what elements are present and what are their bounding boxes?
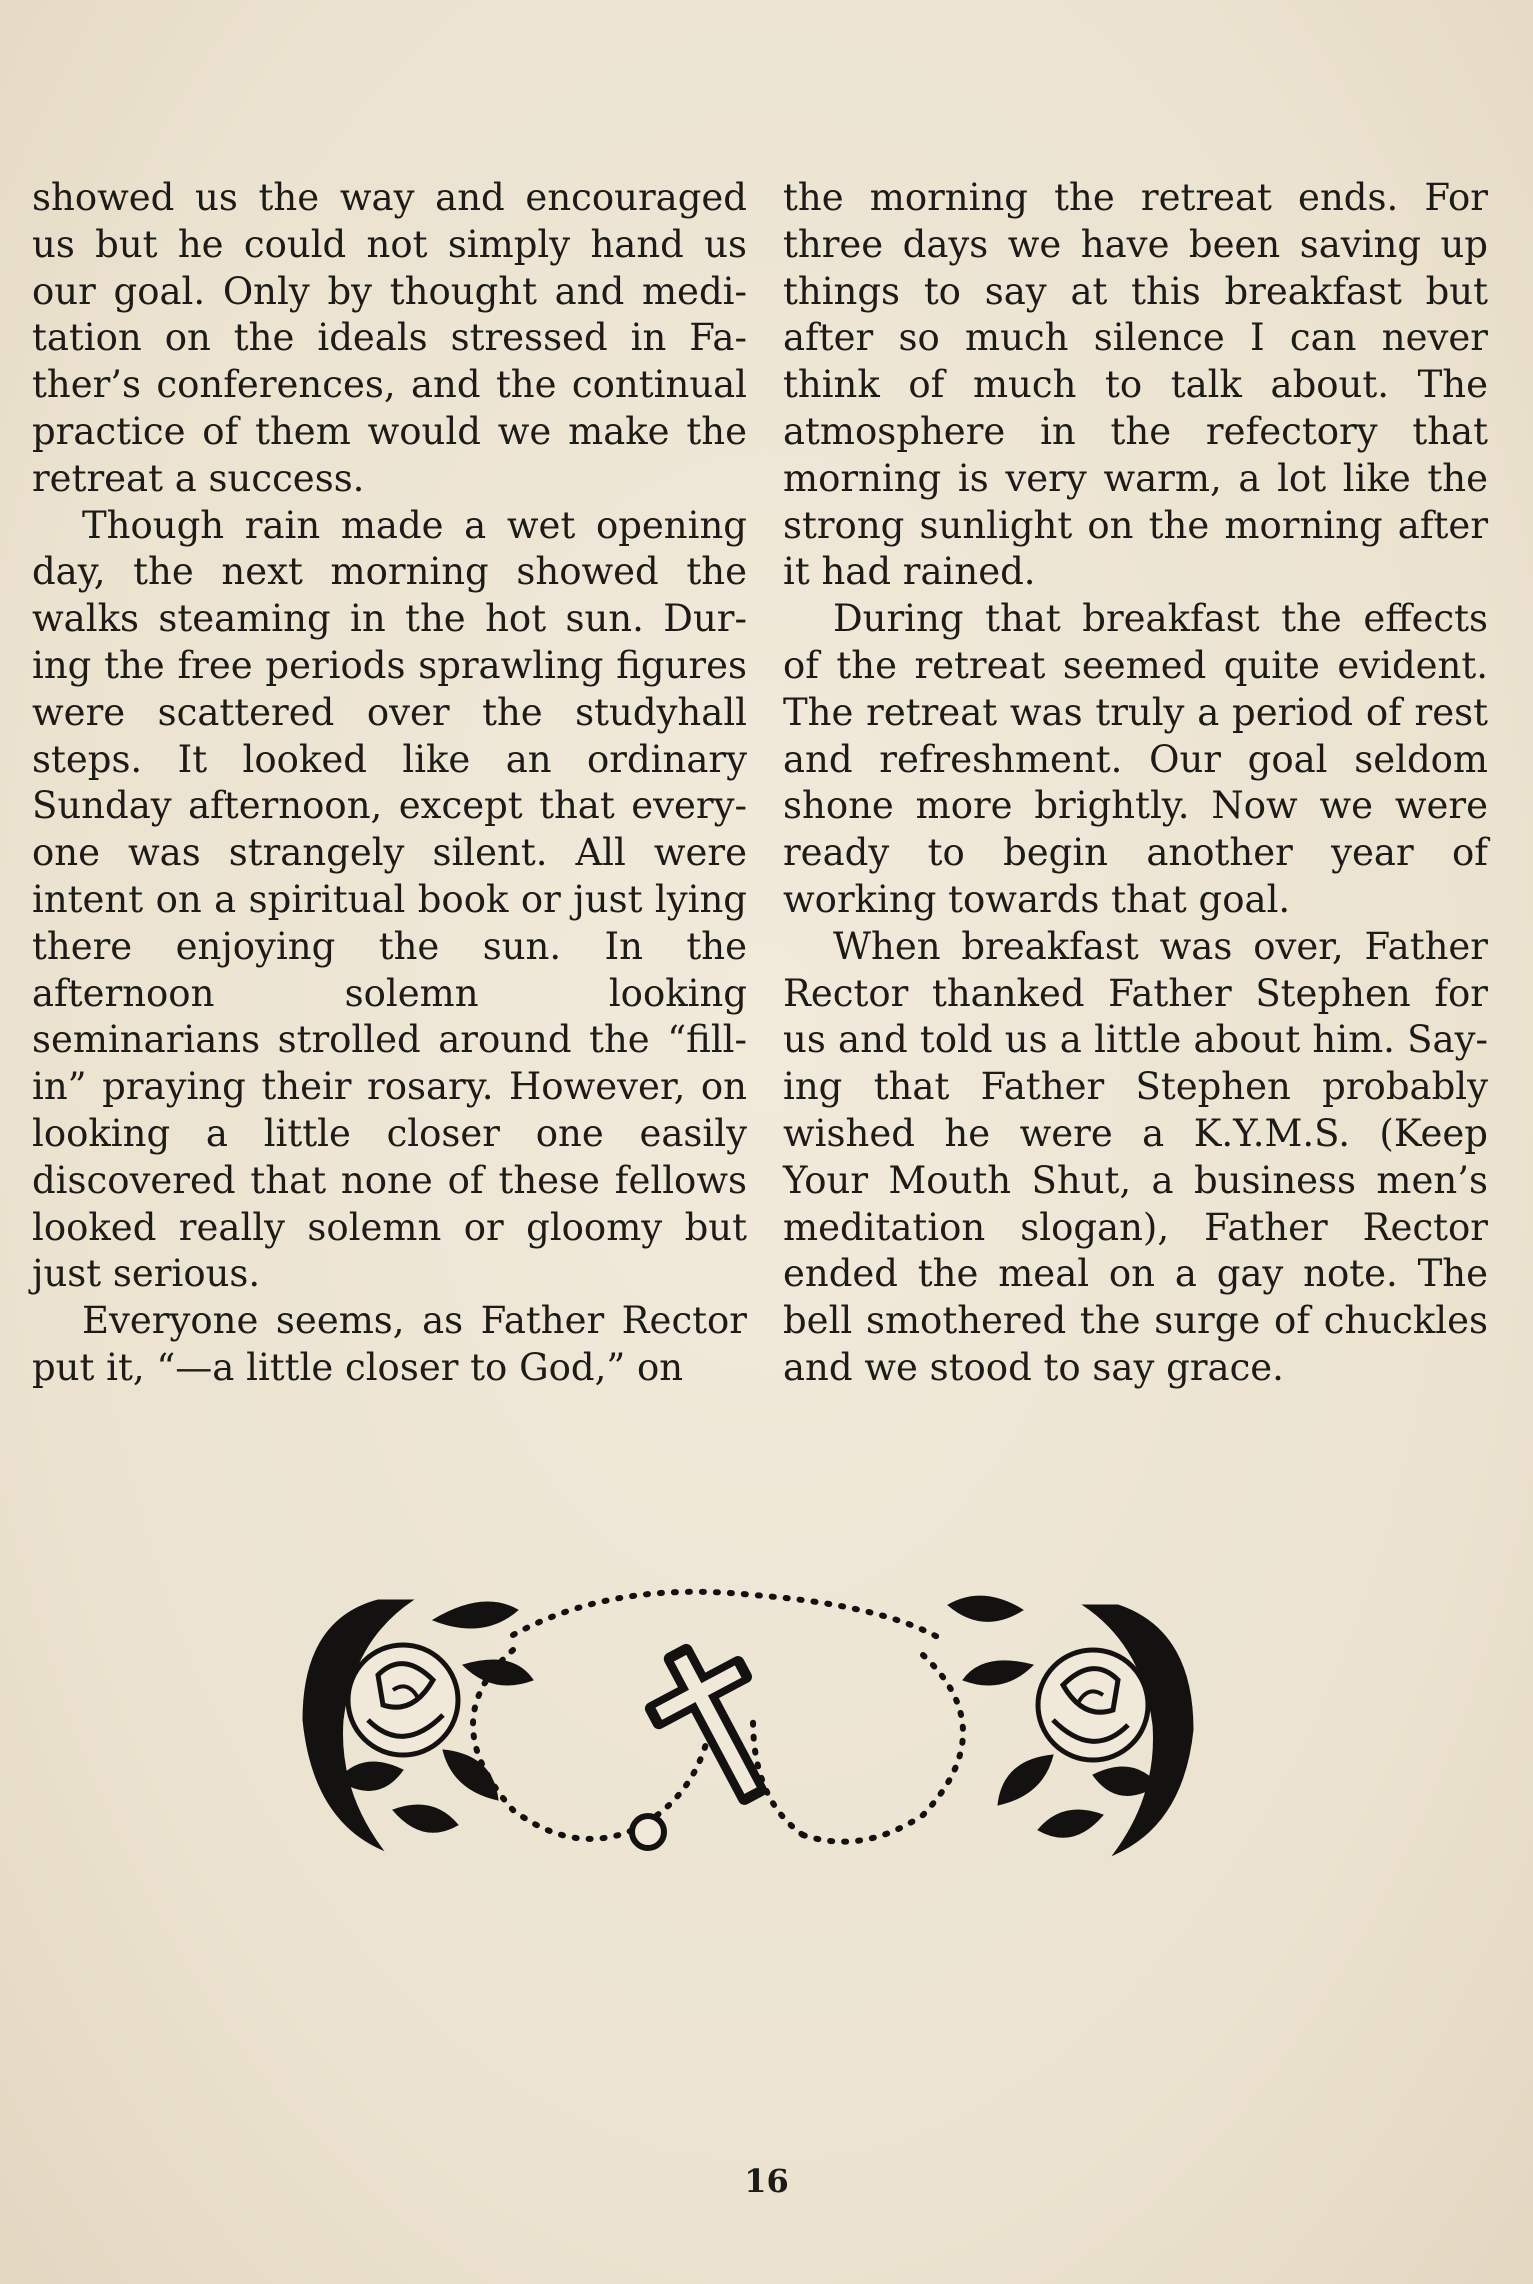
paragraph: the morning the retreat ends. For three days we have been saving up things to say at this breakfast but after so much silence I can never think of much to talk about. The atmosphere in the refectory that morning is very warm, a lot like the strong sunlight on the morning after it had rained. <box>783 176 1488 594</box>
paragraph: When breakfast was over, Father Rector thanked Father Stephen for us and told us a little about him. Saying that Father Stephen probably wished he were a K.Y.M.S. (Keep Your Mouth Shut, a business men’s meditation slogan), Father Rector ended the meal on a gay note. The bell smothered the surge of chuckles and we stood to say grace. <box>783 924 1488 1389</box>
page-number: 16 <box>744 2162 789 2200</box>
paragraph: Everyone seems, as Father Rector put it, “—a little closer to God,” on <box>32 1299 747 1389</box>
paragraph: Though rain made a wet opening day, the next morning showed the walks steaming in the hot sun. During the free periods sprawling figures were scattered over the studyhall steps. It looked like an ordinary Sunday afternoon, except that everyone was strangely silent. All were intent on a spiritual book or just lying there enjoying the sun. In the afternoon solemn looking seminarians strolled around the “fill-in” praying their rosary. However, on looking a little closer one easily discovered that none of these fellows looked really solemn or gloomy but just serious. <box>32 503 747 1296</box>
left-text-column <box>32 175 747 1392</box>
paragraph: During that breakfast the effects of the retreat seemed quite evident. The retreat was truly a period of rest and refreshment. Our goal seldom shone more brightly. Now we were ready to begin another year of working towards that goal. <box>783 597 1488 921</box>
right-text-column <box>783 175 1488 1392</box>
paragraph: showed us the way and encouraged us but he could not simply hand us our goal. Only by thought and meditation on the ideals stressed in Father’s conferences, and the continual practice of them would we make the retreat a success. <box>32 176 747 500</box>
roses-and-rosary-icon <box>283 1580 1213 1870</box>
